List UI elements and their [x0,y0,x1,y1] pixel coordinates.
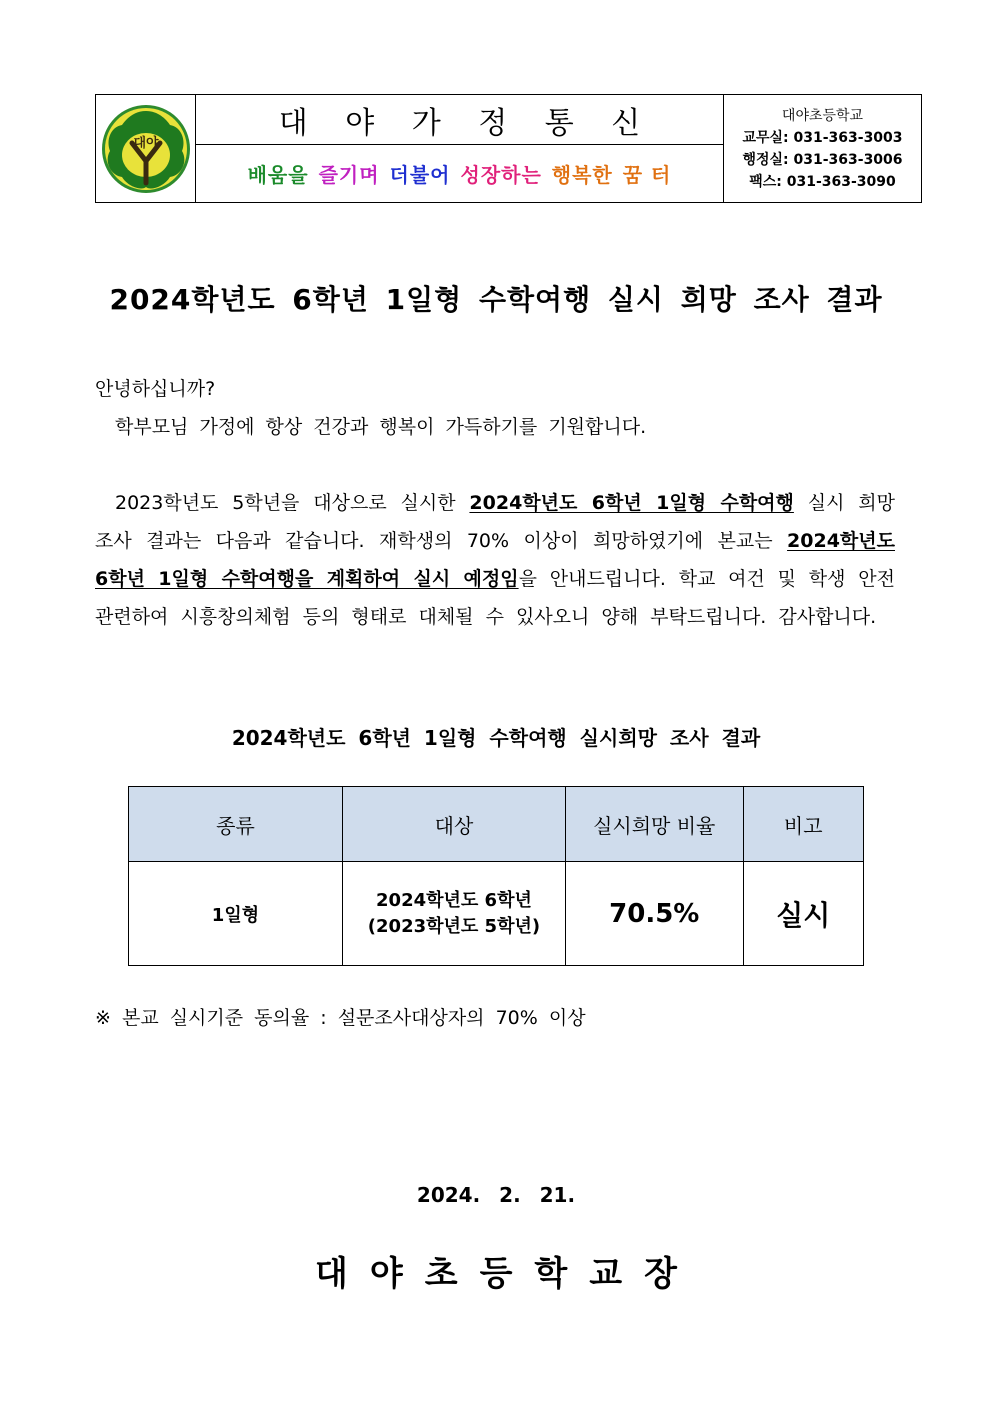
motto-word-6: 꿈 터 [622,163,672,187]
header-type: 종류 [129,787,343,862]
header-target: 대상 [342,787,565,862]
document-date: 2024. 2. 21. [416,1183,576,1207]
motto-word-5: 행복한 [551,163,613,187]
greeting-line-1: 안녕하십니까? [95,378,216,400]
table-row [129,862,864,966]
footnote: ※ 본교 실시기준 동의율 : 설문조사대상자의 70% 이상 [95,1007,586,1029]
principal-signature: 대야초등학교장 [315,1254,699,1294]
office-phone: 교무실: 031-363-3003 [742,129,903,146]
school-logo-cell [96,95,196,202]
paragraph-text-1: 2023학년도 5학년을 대상으로 실시한 [115,492,470,514]
motto-word-2: 즐기며 [318,163,380,187]
cell-type: 1일형 [129,862,343,966]
motto-word-1: 배움을 [247,163,309,187]
school-name: 대야초등학교 [781,107,864,124]
cell-target [342,862,565,966]
document-title: 2024학년도 6학년 1일형 수학여행 실시 희망 조사 결과 [109,283,883,316]
header-middle [196,95,724,202]
paragraph-text-2: 실시 희망조사 결과는 다음과 같습니다. 재학생의 70% 이상이 희망하였기에 본교는 [95,492,896,552]
logo-text: 대야 [132,135,159,151]
paragraph-text-3: 을 안내드립니다. 학교 여건 및 학생 안전 관련하여 시흥창의체험 등의 형태로 대체될 수 있사오니 양해 부탁드립니다. 감사합니다. [95,568,895,628]
table-header-row [129,787,864,862]
fax-number: 팩스: 031-363-3090 [749,173,896,190]
cell-note: 실시 [743,862,864,966]
paragraph-underline-2: 2024학년도 6학년 1일형 수학여행을 계획하여 실시 예정임 [95,530,895,590]
newsletter-title: 대 야 가 정 통 신 [196,95,723,145]
admin-phone: 행정실: 031-363-3006 [742,151,903,168]
motto-word-4: 성장하는 [460,163,542,187]
main-paragraph [95,484,895,636]
header-note: 비고 [743,787,864,862]
survey-result-table [128,786,864,966]
school-motto [196,145,723,202]
school-logo-icon [100,103,192,195]
target-line-1: 2024학년도 6학년 [376,889,532,911]
greeting-line-2: 학부모님 가정에 항상 건강과 행복이 가득하기를 기원합니다. [115,416,647,438]
paragraph-underline-1: 2024학년도 6학년 1일형 수학여행 [469,492,794,514]
cell-rate: 70.5% [565,862,743,966]
table-title: 2024학년도 6학년 1일형 수학여행 실시희망 조사 결과 [231,726,761,750]
header-rate: 실시희망 비율 [565,787,743,862]
motto-word-3: 더불어 [389,163,451,187]
target-line-2: (2023학년도 5학년) [367,915,541,937]
newsletter-header [95,94,922,203]
school-contact [724,95,921,202]
